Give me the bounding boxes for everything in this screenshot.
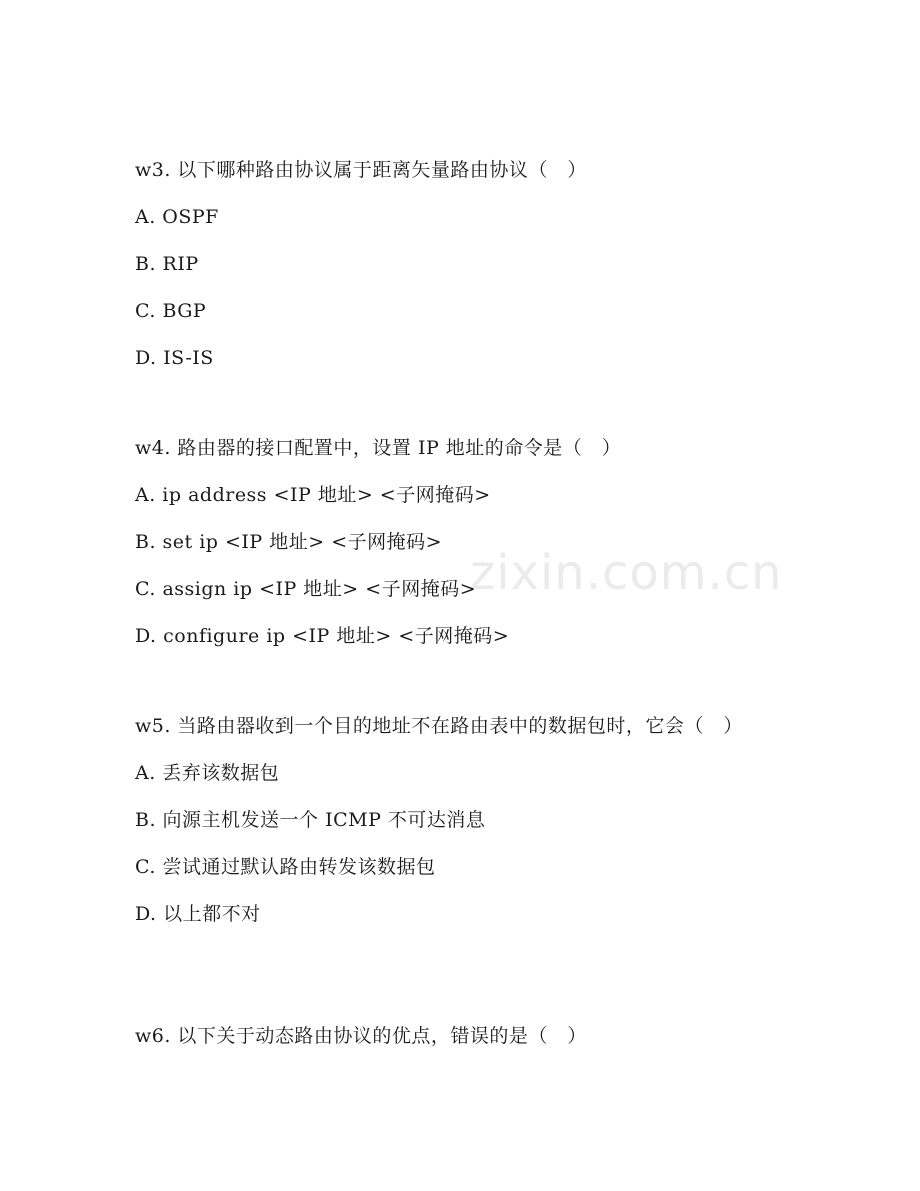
question-stem: w6. 以下关于动态路由协议的优点，错误的是（ ） xyxy=(135,1025,587,1047)
option-d: D. IS-IS xyxy=(135,347,214,369)
question-stem: w5. 当路由器收到一个目的地址不在路由表中的数据包时，它会（ ） xyxy=(135,715,743,737)
option-d: D. configure ip <IP 地址> <子网掩码> xyxy=(135,625,510,647)
option-a: A. ip address <IP 地址> <子网掩码> xyxy=(135,484,491,506)
option-list xyxy=(135,480,775,652)
option-c: C. BGP xyxy=(135,300,207,322)
question-w4 xyxy=(135,433,775,652)
option-list xyxy=(135,202,775,374)
option-b: B. set ip <IP 地址> <子网掩码> xyxy=(135,531,443,553)
option-b: B. 向源主机发送一个 ICMP 不可达消息 xyxy=(135,809,486,831)
watermark: zixin.com.cn xyxy=(470,545,783,601)
question-w3 xyxy=(135,155,775,374)
option-a: A. OSPF xyxy=(135,206,219,228)
option-b: B. RIP xyxy=(135,253,199,275)
option-list xyxy=(135,758,775,930)
option-c: C. 尝试通过默认路由转发该数据包 xyxy=(135,856,436,878)
question-stem: w3. 以下哪种路由协议属于距离矢量路由协议（ ） xyxy=(135,159,587,181)
option-d: D. 以上都不对 xyxy=(135,903,261,925)
question-w5 xyxy=(135,711,775,930)
option-a: A. 丢弃该数据包 xyxy=(135,762,280,784)
question-stem: w4. 路由器的接口配置中，设置 IP 地址的命令是（ ） xyxy=(135,437,622,459)
question-w6 xyxy=(135,1021,775,1052)
option-c: C. assign ip <IP 地址> <子网掩码> xyxy=(135,578,477,600)
